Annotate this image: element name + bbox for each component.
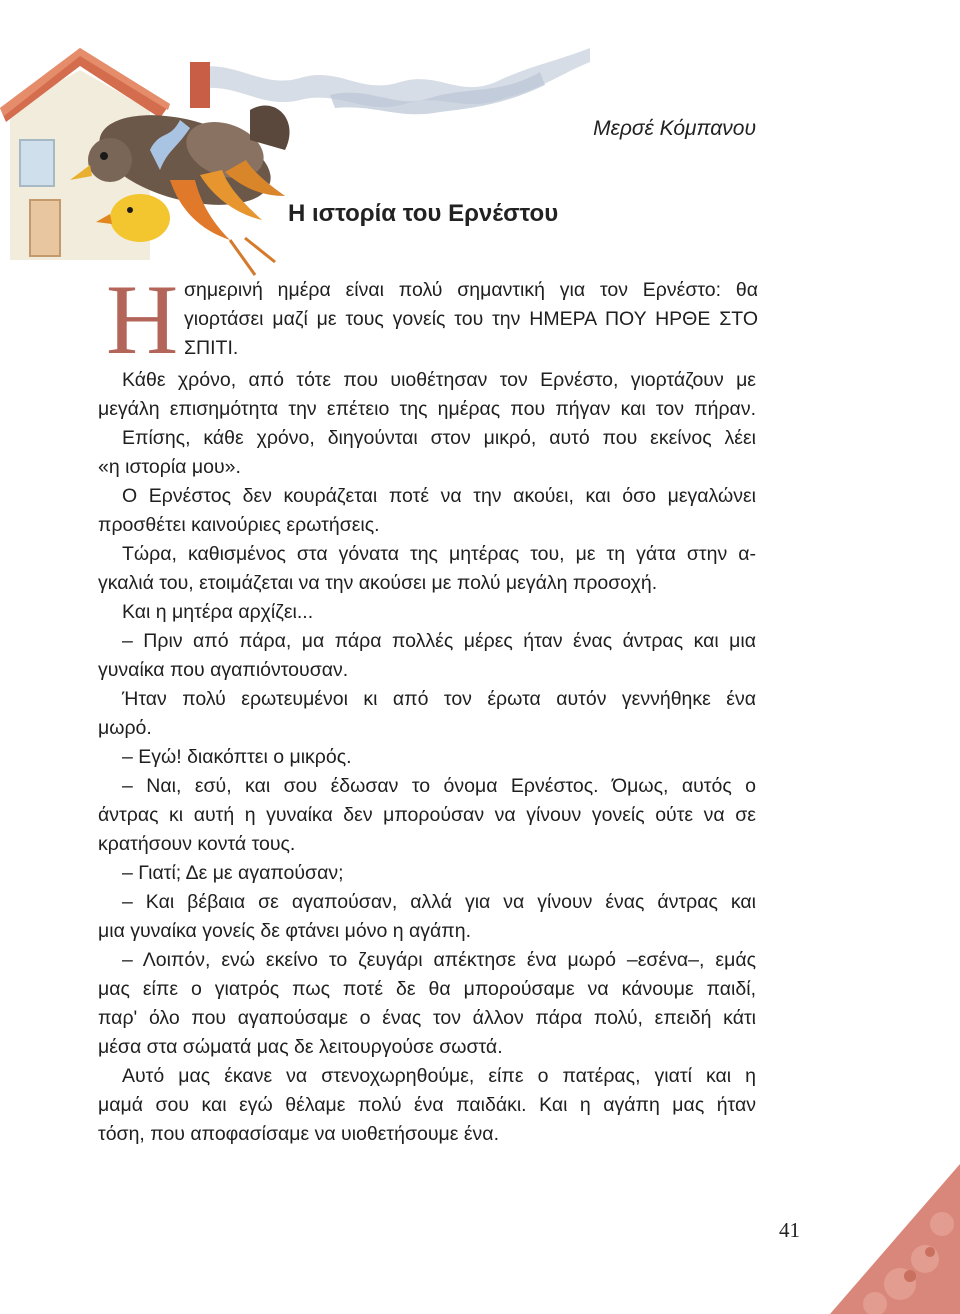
- text-line: – Λοιπόν, ενώ εκείνο το ζευγάρι απέκτησε ένα μωρό –εσένα–, εμάς: [122, 949, 756, 971]
- text-line: άντρας κι αυτή η γυναίκα δεν μπορούσαν να γίνουν γονείς ούτε να σε: [98, 804, 756, 826]
- text-line: Κάθε χρόνο, από τότε που υιοθέτησαν τον Ερνέστο, γιορτάζουν με: [122, 369, 756, 391]
- text-line: παρ' όλο που αγαπούσαμε ο ένας τον άλλον πάρα πολύ, επειδή κάτι: [98, 1007, 756, 1029]
- text-line: Αυτό μας έκανε να στενοχωρηθούμε, είπε ο πατέρας, γιατί και η: [122, 1065, 756, 1087]
- text-line: μέσα στα σώματά μας δε λειτουργούσε σωστά.: [98, 1036, 503, 1058]
- text-line: μια γυναίκα γονείς δε φτάνει μόνο η αγάπη.: [98, 920, 472, 942]
- house-bird-illustration: [0, 0, 600, 300]
- text-line: προσθέτει καινούριες ερωτήσεις.: [98, 514, 380, 536]
- text-line: γυναίκα που αγαπιόντουσαν.: [98, 659, 349, 681]
- page-number: 41: [779, 1218, 800, 1242]
- text-line: Τώρα, καθισμένος στα γόνατα της μητέρας του, με τη γάτα στην α-: [122, 543, 756, 565]
- intro-paragraph: [98, 264, 758, 375]
- text-line: – Εγώ! διακόπτει ο μικρός.: [122, 746, 352, 768]
- author-name: Μερσέ Κόμπανου: [593, 117, 756, 140]
- intro-line: σημερινή ημέρα είναι πολύ σημαντική για τον Ερνέστο: θα: [184, 279, 758, 301]
- intro-line: ΣΠΙΤΙ.: [184, 337, 239, 359]
- text-line: μας είπε ο γιατρός πως ποτέ δε θα μπορούσαμε να κάνουμε παιδί,: [98, 978, 756, 1000]
- text-line: Ήταν πολύ ερωτευμένοι κι από τον έρωτα αυτόν γεννήθηκε ένα: [122, 688, 756, 710]
- text-line: Επίσης, κάθε χρόνο, διηγούνται στον μικρό, αυτό που εκείνος λέει: [122, 427, 756, 449]
- text-line: γκαλιά του, ετοιμάζεται να την ακούσει με πολύ μεγάλη προσοχή.: [98, 572, 658, 594]
- text-line: Και η μητέρα αρχίζει...: [122, 601, 314, 623]
- text-line: μεγάλη επισημότητα την επέτειο της ημέρας που πήγαν και τον πήραν.: [98, 398, 756, 420]
- text-line: – Και βέβαια σε αγαπούσαν, αλλά για να γίνουν ένας άντρας και: [122, 891, 756, 913]
- text-line: «η ιστορία μου».: [98, 456, 241, 478]
- text-line: μαμά σου και εγώ θέλαμε πολύ ένα παιδάκι. Και η αγάπη μας ήταν: [98, 1094, 756, 1116]
- text-line: – Γιατί; Δε με αγαπούσαν;: [122, 862, 344, 884]
- corner-ornament: [830, 1164, 960, 1314]
- text-line: τόση, που αποφασίσαμε να υιοθετήσουμε ένα.: [98, 1123, 499, 1145]
- text-line: – Ναι, εσύ, και σου έδωσαν το όνομα Ερνέστος. Όμως, αυτός ο: [122, 775, 756, 797]
- text-line: Ο Ερνέστος δεν κουράζεται ποτέ να την ακούει, και όσο μεγαλώνει: [122, 485, 756, 507]
- text-line: – Πριν από πάρα, μα πάρα πολλές μέρες ήταν ένας άντρας και μια: [122, 630, 756, 652]
- text-line: κρατήσουν κοντά τους.: [98, 833, 296, 855]
- text-line: μωρό.: [98, 717, 152, 739]
- drop-cap: Η: [106, 264, 179, 375]
- story-title: Η ιστορία του Ερνέστου: [288, 200, 559, 227]
- intro-line: γιορτάσει μαζί με τους γονείς του την ΗΜΕΡΑ ΠΟΥ ΗΡΘΕ ΣΤΟ: [184, 308, 758, 330]
- story-body: [98, 264, 758, 1149]
